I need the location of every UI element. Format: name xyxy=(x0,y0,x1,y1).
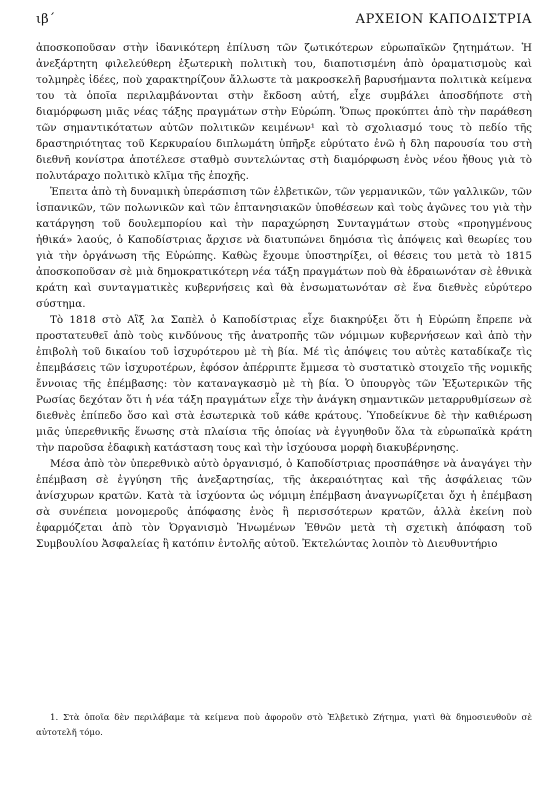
paragraph: Τὸ 1818 στὸ Αἲξ λα Σαπὲλ ὁ Καποδίστριας εἶχε διακηρύξει ὅτι ἡ Εὐρώπη ἔπρεπε νὰ προστατευθεῖ ἀπὸ τοὺς κινδύνους τῆς ἀνατροπῆς τῶν νόμιμων κυβερνήσεων καὶ ἀπὸ τὴν ἐπιβολὴ τοῦ δικαίου τοῦ ἰσχυρότερου μὲ τὴ βία. Μέ τὶς ἀπόψεις του αὐτὲς καταδίκαζε τὶς ἐπεμβάσεις τῶν ἰσχυροτέρων, ἐφόσον ἀπέρριπτε ἔμμεσα τὸ συστατικὸ στοιχεῖο τῆς νομικῆς ἔννοιας τῆς ἐπέμβασης: τὸν καταναγκασμὸ μὲ τὴ βία. Ὁ ὑπουργὸς τῶν Ἐξωτερικῶν τῆς Ρωσίας δεχόταν ὅτι ἡ νέα τάξη πραγμάτων εἶχε τὴν ἀνάγκη σημαντικῶν μεταρρυθμίσεων σὲ διεθνὲς ἐπίπεδο ὅσο καὶ στὰ ἐσωτερικὰ τοῦ κάθε κράτους. Ὑποδείκνυε δὲ τὴν καθιέρωση μιᾶς ὑπερεθνικῆς ἕνωσης στὰ πλαίσια τῆς ὁποίας νὰ ἐγγυηθοῦν ὅλα τὰ εὐρωπαϊκὰ κράτη τὴν παροῦσα ἐδαφικὴ κατάσταση τους καὶ τὴν ἰσχύουσα μορφὴ διακυβέρνησης. xyxy=(36,314,532,454)
page-number: ιβ΄ xyxy=(36,12,56,27)
paragraph: Ἐπειτα ἀπὸ τὴ δυναμικὴ ὑπεράσπιση τῶν ἐλβετικῶν, τῶν γερμανικῶν, τῶν γαλλικῶν, τῶν ἰσπανικῶν, τῶν πολωνικῶν καὶ τῶν ἑπτανησιακῶν ὑποθέσεων καὶ τοὺς ἀγῶνες του γιὰ τὴν κατάργηση τοῦ δουλεμπορίου καὶ τὴν παραχώρηση Συνταγμάτων στοὺς «προηγμένους ἠθικά» λαούς, ὁ Καποδίστριας ἄρχισε νὰ διατυπώνει δημόσια τὶς ἀπόψεις καὶ θεωρίες του γιὰ τὴν ὀργάνωση τῆς Εὐρώπης. Καθὼς ἔχουμε ὑποστηρίξει, οἱ θέσεις του μετὰ τὸ 1815 ἀποσκοποῦσαν σὲ μιὰ δημοκρατικότερη νέα τάξη πραγμάτων ποὺ θὰ ἑδραιωνόταν σὲ ἐθνικὰ κράτη καὶ συνταγματικὲς κυβερνήσεις καὶ θὰ ἐνσωματωνόταν σὲ ἕνα διεθνὲς εὐρύτερο σύστημα. xyxy=(36,186,532,310)
running-head: ΑΡΧΕΙΟΝ ΚΑΠΟΔΙΣΤΡΙΑ xyxy=(355,12,532,27)
footnote: 1. Στὰ ὁποῖα δὲν περιλάβαμε τὰ κείμενα ποὺ ἀφοροῦν στὸ Ἑλβετικὸ Ζήτημα, γιατὶ θὰ δημοσιευθοῦν σὲ αὐτοτελῆ τόμο. xyxy=(36,713,532,738)
paragraph: ἀποσκοποῦσαν στὴν ἰδανικότερη ἐπίλυση τῶν ζωτικότερων εὐρωπαϊκῶν ζητημάτων. Ἡ ἀνεξάρτητη φιλελεύθερη ἐξωτερικὴ πολιτικὴ του, διαποτισμένη ἀπὸ ὁραματισμοὺς καὶ τολμηρὲς ἰδέες, ποὺ χαρακτηρίζουν ἄλλωστε τὰ μακροσκελῆ βαρυσήμαντα πολιτικὰ κείμενα του τὰ ὁποῖα περιλαμβάνονται στὴν ἔκδοση αὐτή, εἶχε συμβάλει ἀποσδήποτε στὴ διαμόρφωση μιᾶς νέας τάξης πραγμάτων στὴν Εὐρώπη. Ὅπως προκύπτει ἀπὸ τὴν παράθεση τῶν σημαντικότατων αὐτῶν πολιτικῶν κειμένων¹ καὶ τὸ σχολιασμό τους τὸ πεδίο τῆς δραστηριότητας τοῦ Κερκυραίου διπλωμάτη ὑπῆρξε εὐρύτατο ἐνῶ ἡ δλη παρουσία του στὴ διεθνῆ κονίστρα ἀποτέλεσε σταθμὸ συντελώντας στὴ διαμόρφωση ἑνὸς νέου ἤθους γιὰ τὸ πολυτάραχο πολιτικὸ κλῖμα τῆς ἐποχῆς. xyxy=(36,42,532,182)
page-header xyxy=(36,12,532,32)
footnotes xyxy=(36,711,532,741)
paragraph: Μέσα ἀπὸ τὸν ὑπερεθνικὸ αὐτὸ ὀργανισμό, ὁ Καποδίστριας προσπάθησε νὰ ἀναγάγει τὴν ἐπέμβαση σὲ ἐγγύηση τῆς ἀνεξαρτησίας, τῆς ἀκεραιότητας καὶ τῆς ἀσφάλειας τῶν ἀνίσχυρων κρατῶν. Κατὰ τὰ ἰσχύοντα ὡς νόμιμη ἐπέμβαση ἀναγνωρίζεται ὄχι ἡ ἐπέμβαση σὰ συνέπεια μονομεροῦς ἀπόφασης ἑνὸς ἢ περισσότερων κρατῶν, ἀλλὰ ἐκείνη ποὺ ἐφαρμόζεται ἀπὸ τὸν Ὀργανισμὸ Ἡνωμένων Ἐθνῶν μετὰ τὴ σχετικὴ ἀπόφαση τοῦ Συμβουλίου Ἀσφαλείας ἢ κατόπιν ἐντολῆς αὐτοῦ. Ἐκτελώντας λοιπὸν τὸ Διευθυντήριο xyxy=(36,458,532,550)
body-text xyxy=(36,40,532,552)
